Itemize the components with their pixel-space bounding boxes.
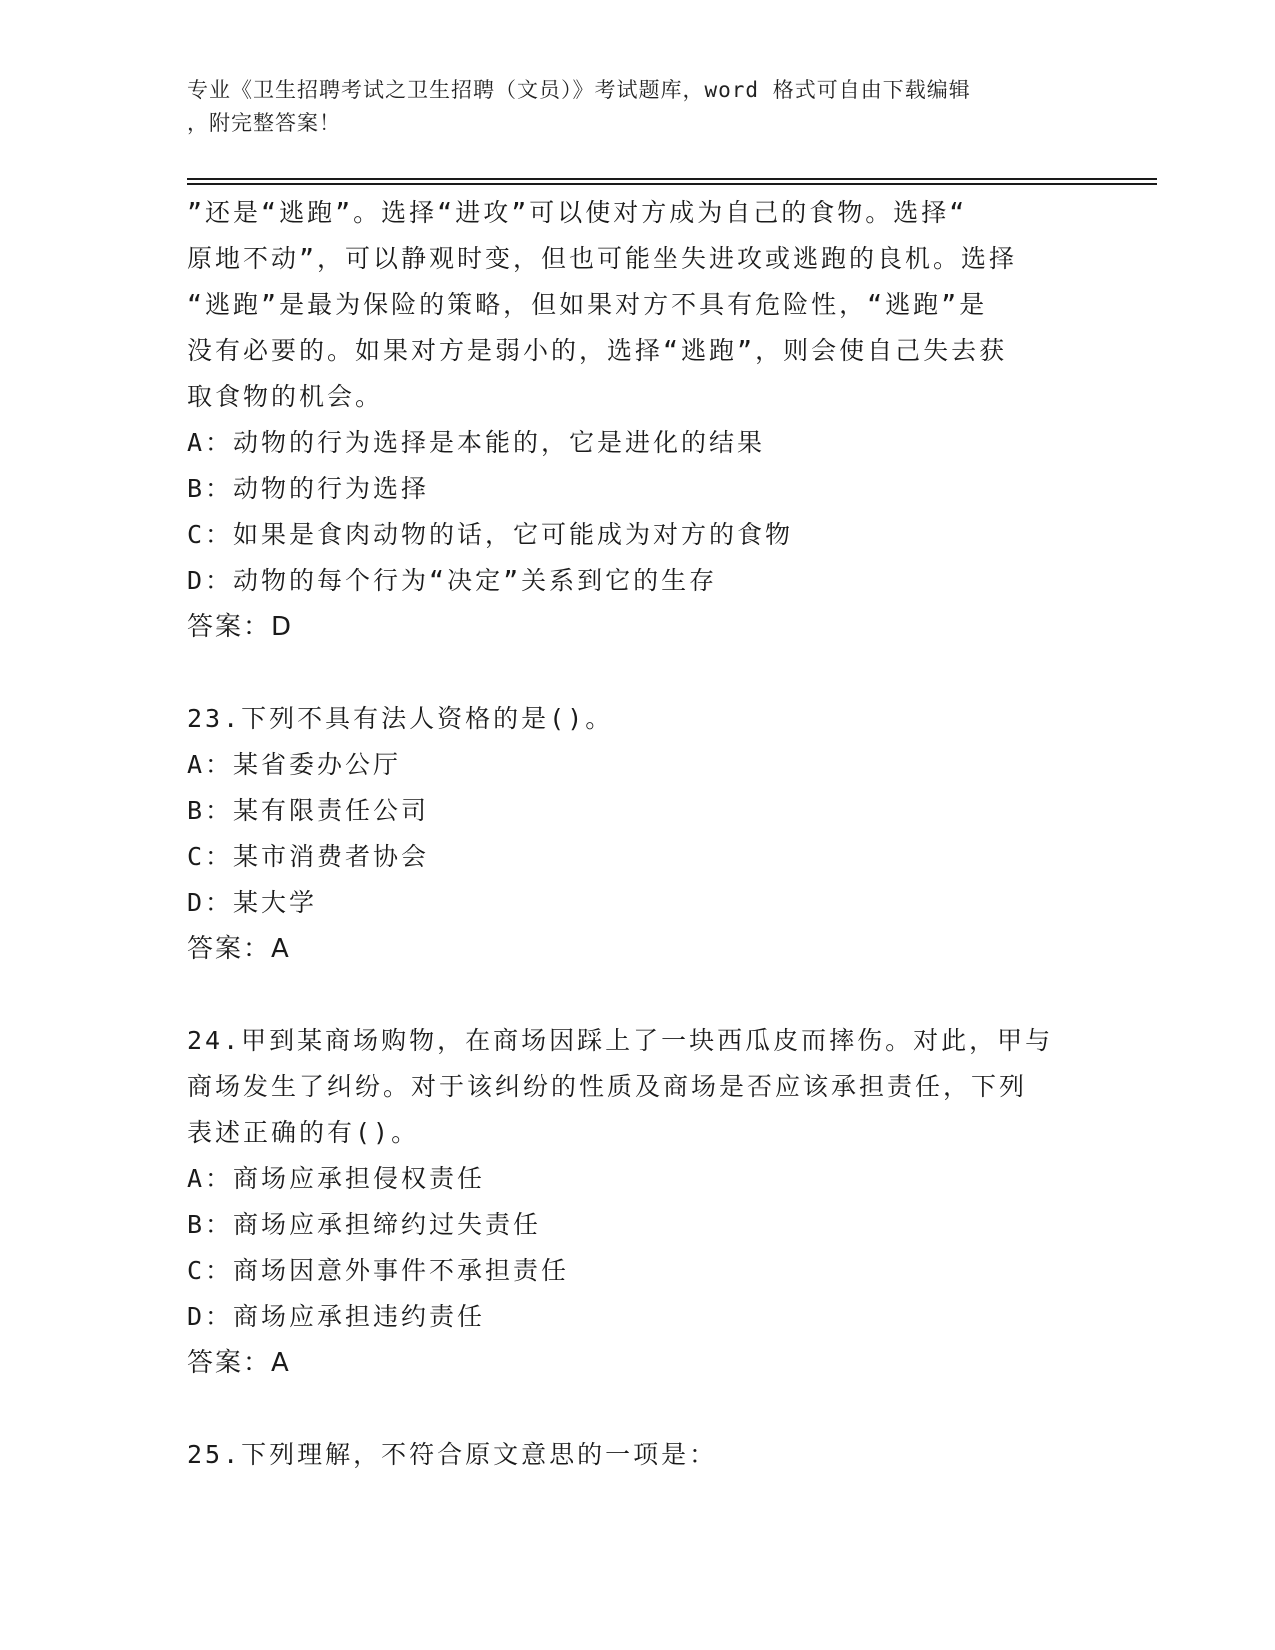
- option-c: C：商场因意外事件不承担责任: [187, 1256, 570, 1285]
- passage-line: ”还是“逃跑”。选择“进攻”可以使对方成为自己的食物。选择“: [187, 198, 968, 227]
- option-a: A：动物的行为选择是本能的，它是进化的结果: [187, 428, 766, 457]
- option-b: B：某有限责任公司: [187, 796, 430, 825]
- question-22-continuation: [187, 190, 1087, 650]
- question-23: [187, 696, 1087, 972]
- option-b: B：商场应承担缔约过失责任: [187, 1210, 542, 1239]
- document-header: [187, 74, 1067, 140]
- document-body: [187, 190, 1087, 1478]
- question-stem: 24.甲到某商场购物，在商场因踩上了一块西瓜皮而摔伤。对此，甲与: [187, 1026, 1054, 1055]
- question-stem: 25.下列理解，不符合原文意思的一项是：: [187, 1440, 718, 1469]
- option-d: D：某大学: [187, 888, 318, 917]
- answer-line: 答案：A: [187, 934, 291, 964]
- question-stem: 商场发生了纠纷。对于该纠纷的性质及商场是否应该承担责任，下列: [187, 1072, 1028, 1101]
- option-c: C：某市消费者协会: [187, 842, 430, 871]
- header-divider-bottom: [187, 183, 1157, 185]
- passage-line: “逃跑”是最为保险的策略，但如果对方不具有危险性，“逃跑”是: [187, 290, 988, 319]
- header-line-1: 专业《卫生招聘考试之卫生招聘（文员）》考试题库，word 格式可自由下载编辑: [187, 78, 971, 102]
- option-d: D：商场应承担违约责任: [187, 1302, 486, 1331]
- spacer: [187, 650, 1087, 696]
- spacer: [187, 972, 1087, 1018]
- answer-line: 答案：D: [187, 612, 294, 642]
- passage-line: 没有必要的。如果对方是弱小的，选择“逃跑”，则会使自己失去获: [187, 336, 1008, 365]
- question-25: [187, 1432, 1087, 1478]
- header-line-2: ，附完整答案！: [187, 111, 341, 135]
- option-d: D：动物的每个行为“决定”关系到它的生存: [187, 566, 718, 595]
- question-stem: 23.下列不具有法人资格的是()。: [187, 704, 614, 733]
- question-24: [187, 1018, 1087, 1386]
- option-b: B：动物的行为选择: [187, 474, 430, 503]
- answer-line: 答案：A: [187, 1348, 291, 1378]
- option-a: A：某省委办公厅: [187, 750, 402, 779]
- option-c: C：如果是食肉动物的话，它可能成为对方的食物: [187, 520, 794, 549]
- header-divider-top: [187, 178, 1157, 180]
- spacer: [187, 1386, 1087, 1432]
- option-a: A：商场应承担侵权责任: [187, 1164, 486, 1193]
- passage-line: 原地不动”，可以静观时变，但也可能坐失进攻或逃跑的良机。选择: [187, 244, 1018, 273]
- passage-line: 取食物的机会。: [187, 382, 384, 411]
- question-stem: 表述正确的有()。: [187, 1118, 420, 1147]
